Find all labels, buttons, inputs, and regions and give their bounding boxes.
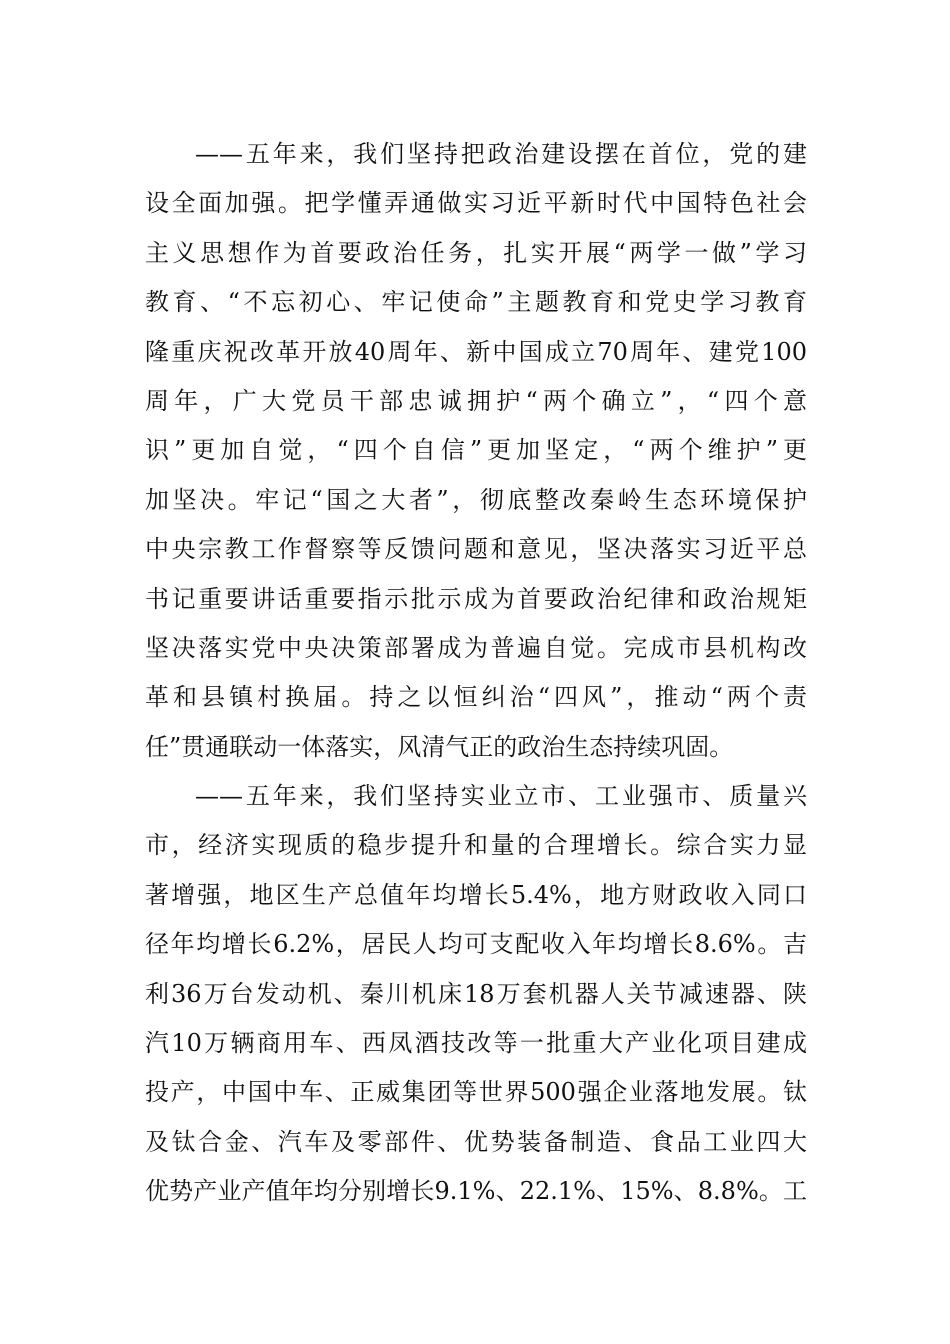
text-line: 教育、“不忘初心、牢记使命”主题教育和党史学习教育 — [145, 288, 807, 317]
text-line: 周年，广大党员干部忠诚拥护“两个确立”，“四个意 — [145, 386, 807, 415]
text-line: 主义思想作为首要政治任务，扎实开展“两学一做”学习 — [145, 238, 807, 267]
text-line: ——五年来，我们坚持把政治建设摆在首位，党的建 — [195, 140, 807, 168]
text-line: 坚决落实党中央决策部署成为普遍自觉。完成市县机构改 — [145, 633, 807, 662]
text-line: 识”更加自觉，“四个自信”更加坚定，“两个维护”更 — [145, 436, 807, 465]
text-line: 隆重庆祝改革开放40周年、新中国成立70周年、建党100 — [145, 337, 807, 366]
paragraph — [145, 772, 807, 1217]
text-line: 书记重要讲话重要指示批示成为首要政治纪律和政治规矩 — [145, 584, 807, 613]
text-line: 利36万台发动机、秦川机床18万套机器人关节减速器、陕 — [145, 979, 807, 1008]
text-line: 市，经济实现质的稳步提升和量的合理增长。综合实力显 — [145, 831, 807, 860]
text-line: 设全面加强。把学懂弄通做实习近平新时代中国特色社会 — [145, 189, 807, 218]
text-line: 投产，中国中车、正威集团等世界500强企业落地发展。钛 — [145, 1078, 807, 1107]
body-text — [145, 130, 807, 1217]
text-line: 汽10万辆商用车、西凤酒技改等一批重大产业化项目建成 — [145, 1029, 807, 1058]
text-line: 径年均增长6.2%，居民人均可支配收入年均增长8.6%。吉 — [145, 930, 807, 959]
text-line: 优势产业产值年均分别增长9.1%、22.1%、15%、8.8%。工 — [145, 1177, 807, 1206]
text-line: 及钛合金、汽车及零部件、优势装备制造、食品工业四大 — [145, 1127, 807, 1156]
text-line: ——五年来，我们坚持实业立市、工业强市、质量兴 — [195, 782, 807, 811]
text-line: 任”贯通联动一体落实，风清气正的政治生态持续巩固。 — [145, 732, 734, 761]
text-line: 著增强，地区生产总值年均增长5.4%，地方财政收入同口 — [145, 880, 807, 909]
text-line: 中央宗教工作督察等反馈问题和意见，坚决落实习近平总 — [145, 535, 807, 564]
text-line: 革和县镇村换届。持之以恒纠治“四风”，推动“两个责 — [145, 683, 807, 712]
paragraph — [145, 130, 807, 772]
text-line: 加坚决。牢记“国之大者”，彻底整改秦岭生态环境保护 — [145, 485, 807, 514]
